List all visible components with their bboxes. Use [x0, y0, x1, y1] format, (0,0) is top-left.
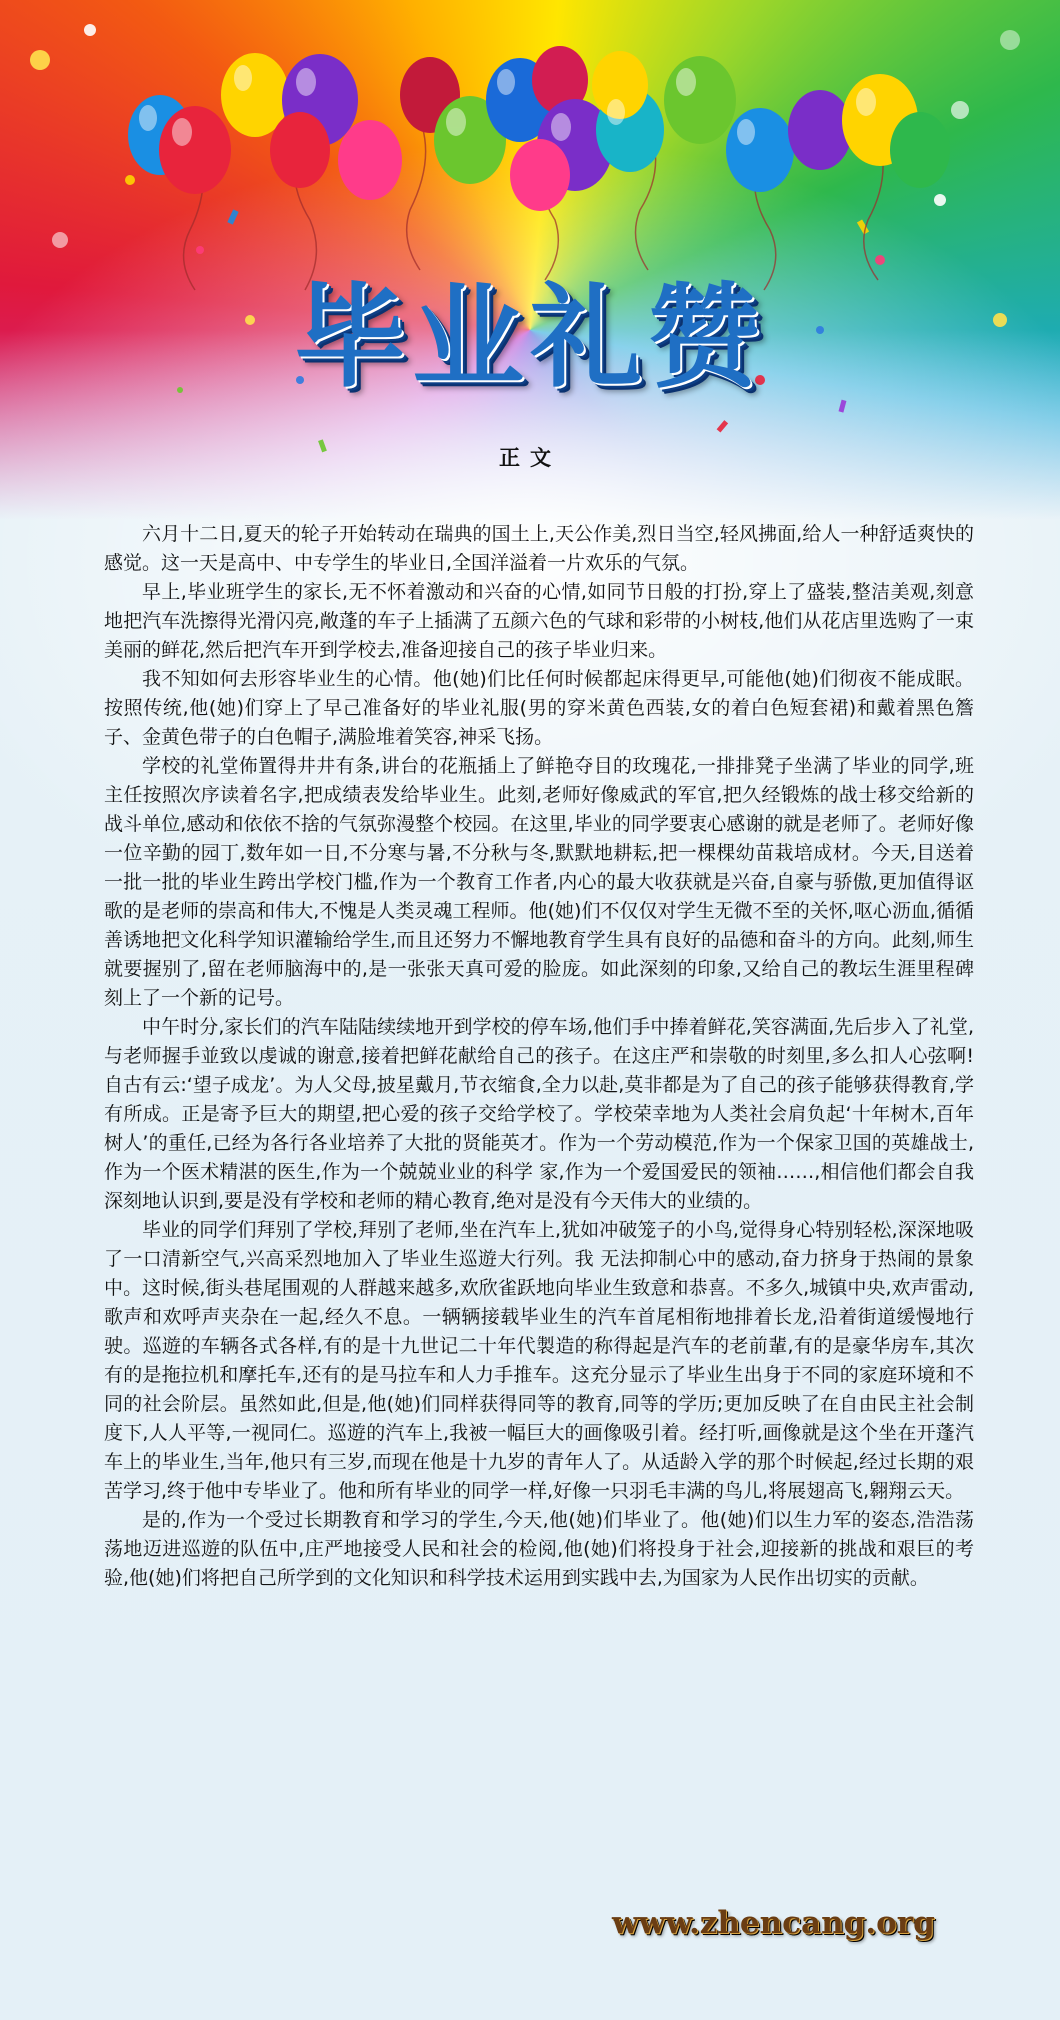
paragraph-7: 是的,作为一个受过长期教育和学习的学生,今天,他(她)们毕业了。他(她)们以生力军的姿态,浩浩荡荡地迈进巡遊的队伍中,庄严地接受人民和社会的检阅,他(她)们将投身于社会,迎接新的挑战和艰巨的考验,他(她)们将把自己所学到的文化知识和科学技术运用到实践中去,为国家为人民作出切实的贡献。 — [104, 1509, 974, 1589]
paragraph-4: 学校的礼堂佈置得井井有条,讲台的花瓶插上了鲜艳夺目的玫瑰花,一排排凳子坐满了毕业的同学,班主任按照次序读着名字,把成绩表发给毕业生。此刻,老师好像威武的军官,把久经锻炼的战士移交给新的战斗单位,感动和依依不捨的气氛弥漫整个校园。在这里,毕业的同学要衷心感谢的就是老师了。老师好像一位辛勤的园丁,数年如一日,不分寒与暑,不分秋与冬,默默地耕耘,把一棵棵幼苗栽培成材。今天,目送着一批一批的毕业生跨出学校门槛,作为一个教育工作者,内心的最大收获就是兴奋,自豪与骄傲,更加值得讴歌的是老师的崇高和伟大,不愧是人类灵魂工程师。他(她)们不仅仅对学生无微不至的关怀,呕心沥血,循循善诱地把文化科学知识灌输给学生,而且还努力不懈地教育学生具有良好的品德和奋斗的方向。此刻,师生就要握别了,留在老师脑海中的,是一张张天真可爱的脸庞。如此深刻的印象,又给自己的教坛生涯里程碑刻上了一个新的记号。 — [104, 755, 974, 1009]
paragraph-6: 毕业的同学们拜别了学校,拜别了老师,坐在汽车上,犹如冲破笼子的小鸟,觉得身心特别轻松,深深地吸了一口清新空气,兴高采烈地加入了毕业生巡遊大行列。我 无法抑制心中的感动,奋力挤身于热闹的景象中。这时候,街头巷尾围观的人群越来越多,欢欣雀跃地向毕业生致意和恭喜。不多久,城镇中央,欢声雷动,歌声和欢呼声夹杂在一起,经久不息。一辆辆接载毕业生的汽车首尾相衔地排着长龙,沿着街道缓慢地行驶。巡遊的车辆各式各样,有的是十九世记二十年代製造的称得起是汽车的老前輩,有的是豪华房车,其次有的是拖拉机和摩托车,还有的是马拉车和人力手推车。这充分显示了毕业生出身于不同的家庭环境和不同的社会阶层。虽然如此,但是,他(她)们同样获得同等的教育,同等的学历;更加反映了在自由民主社会制度下,人人平等,一视同仁。巡遊的汽车上,我被一幅巨大的画像吸引着。经打听,画像就是这个坐在开蓬汽车上的毕业生,当年,他只有三岁,而现在他是十九岁的青年人了。从适龄入学的那个时候起,经过长期的艰苦学习,终于他中专毕业了。他和所有毕业的同学一样,好像一只羽毛丰满的鸟儿,将展翅高飞,翱翔云天。 — [104, 1219, 974, 1502]
article-body — [104, 520, 974, 1593]
paragraph-3: 我不知如何去形容毕业生的心情。他(她)们比任何时候都起床得更早,可能他(她)们彻夜不能成眠。按照传统,他(她)们穿上了早己准备好的毕业礼服(男的穿米黄色西装,女的着白色短套裙)和戴着黑色簷子、金黄色带子的白色帽子,满脸堆着笑容,神采飞扬。 — [104, 668, 974, 748]
site-watermark: www.zhencang.org — [612, 1905, 935, 1941]
paragraph-5: 中午时分,家长们的汽车陆陆续续地开到学校的停车场,他们手中捧着鲜花,笑容满面,先后步入了礼堂,与老师握手並致以虔诚的谢意,接着把鲜花献给自己的孩子。在这庄严和崇敬的时刻里,多么扣人心弦啊!自古有云:‘望子成龙’。为人父母,披星戴月,节衣缩食,全力以赴,莫非都是为了自己的孩子能够获得教育,学有所成。正是寄予巨大的期望,把心爱的孩子交给学校了。学校荣幸地为人类社会肩负起‘十年树木,百年树人’的重任,已经为各行各业培养了大批的贤能英才。作为一个劳动模范,作为一个保家卫国的英雄战士,作为一个医术精湛的医生,作为一个兢兢业业的科学 家,作为一个爱国爱民的领袖……,相信他们都会自我深刻地认识到,要是没有学校和老师的精心教育,绝对是没有今天伟大的业绩的。 — [104, 1016, 974, 1212]
paragraph-1: 六月十二日,夏天的轮子开始转动在瑞典的国土上,天公作美,烈日当空,轻风拂面,给人一种舒适爽快的感觉。这一天是高中、中专学生的毕业日,全国洋溢着一片欢乐的气氛。 — [104, 523, 974, 574]
paragraph-2: 早上,毕业班学生的家长,无不怀着激动和兴奋的心情,如同节日般的打扮,穿上了盛装,整洁美观,刻意地把汽车洗擦得光滑闪亮,敞蓬的车子上插满了五颜六色的气球和彩带的小树枝,他们从花店里选购了一束美丽的鲜花,然后把汽车开到学校去,准备迎接自己的孩子毕业归来。 — [104, 581, 974, 661]
subtitle: 正文 — [499, 446, 561, 470]
page-title: 毕业礼赞 — [294, 273, 766, 403]
